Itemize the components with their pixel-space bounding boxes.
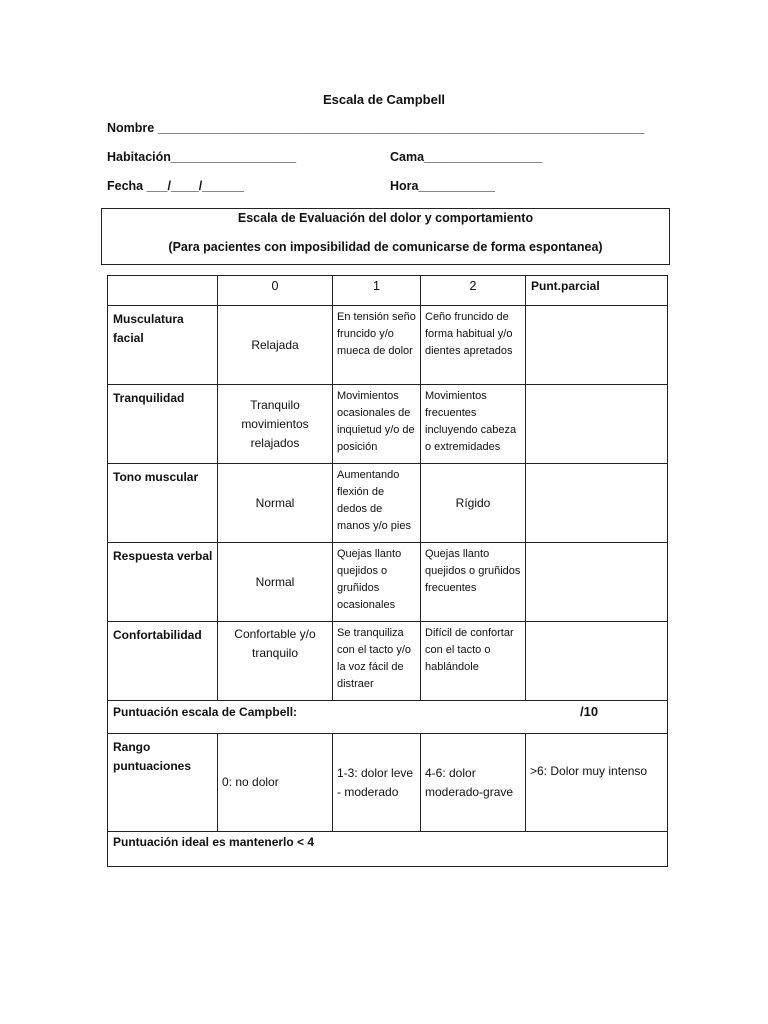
range-label: Rango puntuaciones <box>108 734 218 832</box>
total-score-cell[interactable] <box>108 701 668 734</box>
range-4-6: 4-6: dolor moderado-grave <box>421 734 526 832</box>
partial-score-cell[interactable] <box>526 464 668 543</box>
table-row <box>108 464 668 543</box>
fecha-field[interactable]: Fecha ___/____/______ <box>107 179 244 193</box>
total-score-row <box>108 701 668 734</box>
row-label: Tranquilidad <box>108 385 218 464</box>
scale-description-box <box>101 208 670 265</box>
row-label: Musculatura facial <box>108 306 218 385</box>
partial-score-cell[interactable] <box>526 543 668 622</box>
ideal-score-note: Puntuación ideal es mantenerlo < 4 <box>108 832 668 867</box>
campbell-table <box>107 275 668 867</box>
score-0-cell: Confortable y/o tranquilo <box>218 622 333 701</box>
row-label: Respuesta verbal <box>108 543 218 622</box>
range-1-3: 1-3: dolor leve - moderado <box>333 734 421 832</box>
ideal-row <box>108 832 668 867</box>
table-header-row <box>108 276 668 306</box>
score-0-cell: Relajada <box>218 306 333 385</box>
score-1-cell: Movimientos ocasionales de inquietud y/o de posición <box>333 385 421 464</box>
range-0: 0: no dolor <box>218 734 333 832</box>
row-label: Tono muscular <box>108 464 218 543</box>
partial-score-cell[interactable] <box>526 385 668 464</box>
header-score-0: 0 <box>218 276 333 306</box>
description-subtitle: (Para pacientes con imposibilidad de comunicarse de forma espontanea) <box>168 240 603 254</box>
score-1-cell: Quejas llanto quejidos o gruñidos ocasionales <box>333 543 421 622</box>
score-1-cell: En tensión seño fruncido y/o mueca de dolor <box>333 306 421 385</box>
total-score-label: Puntuación escala de Campbell: <box>113 705 298 719</box>
score-0-cell: Normal <box>218 543 333 622</box>
habitacion-field[interactable]: Habitación__________________ <box>107 150 297 164</box>
score-1-cell: Se tranquiliza con el tacto y/o la voz fácil de distraer <box>333 622 421 701</box>
score-2-cell: Ceño fruncido de forma habitual y/o dientes apretados <box>421 306 526 385</box>
range-row <box>108 734 668 832</box>
table-row <box>108 306 668 385</box>
score-1-cell: Aumentando flexión de dedos de manos y/o pies <box>333 464 421 543</box>
score-0-cell: Normal <box>218 464 333 543</box>
cama-field[interactable]: Cama_________________ <box>390 150 543 164</box>
table-row <box>108 543 668 622</box>
score-2-cell: Rígido <box>421 464 526 543</box>
page-title: Escala de Campbell <box>322 92 446 107</box>
hora-field[interactable]: Hora___________ <box>390 179 495 193</box>
header-empty <box>108 276 218 306</box>
header-partial-score: Punt.parcial <box>526 276 668 306</box>
header-score-2: 2 <box>421 276 526 306</box>
table-row <box>108 622 668 701</box>
header-score-1: 1 <box>333 276 421 306</box>
score-2-cell: Difícil de confortar con el tacto o hablándole <box>421 622 526 701</box>
score-2-cell: Movimientos frecuentes incluyendo cabeza o extremidades <box>421 385 526 464</box>
partial-score-cell[interactable] <box>526 622 668 701</box>
row-label: Confortabilidad <box>108 622 218 701</box>
table-row <box>108 385 668 464</box>
total-score-max: /10 <box>580 704 599 719</box>
partial-score-cell[interactable] <box>526 306 668 385</box>
score-2-cell: Quejas llanto quejidos o gruñidos frecuentes <box>421 543 526 622</box>
score-0-cell: Tranquilo movimientos relajados <box>218 385 333 464</box>
nombre-field[interactable]: Nombre ______________________________________________________________________ <box>107 121 645 135</box>
description-title: Escala de Evaluación del dolor y comportamiento <box>237 211 534 225</box>
range-over-6: >6: Dolor muy intenso <box>526 734 668 832</box>
